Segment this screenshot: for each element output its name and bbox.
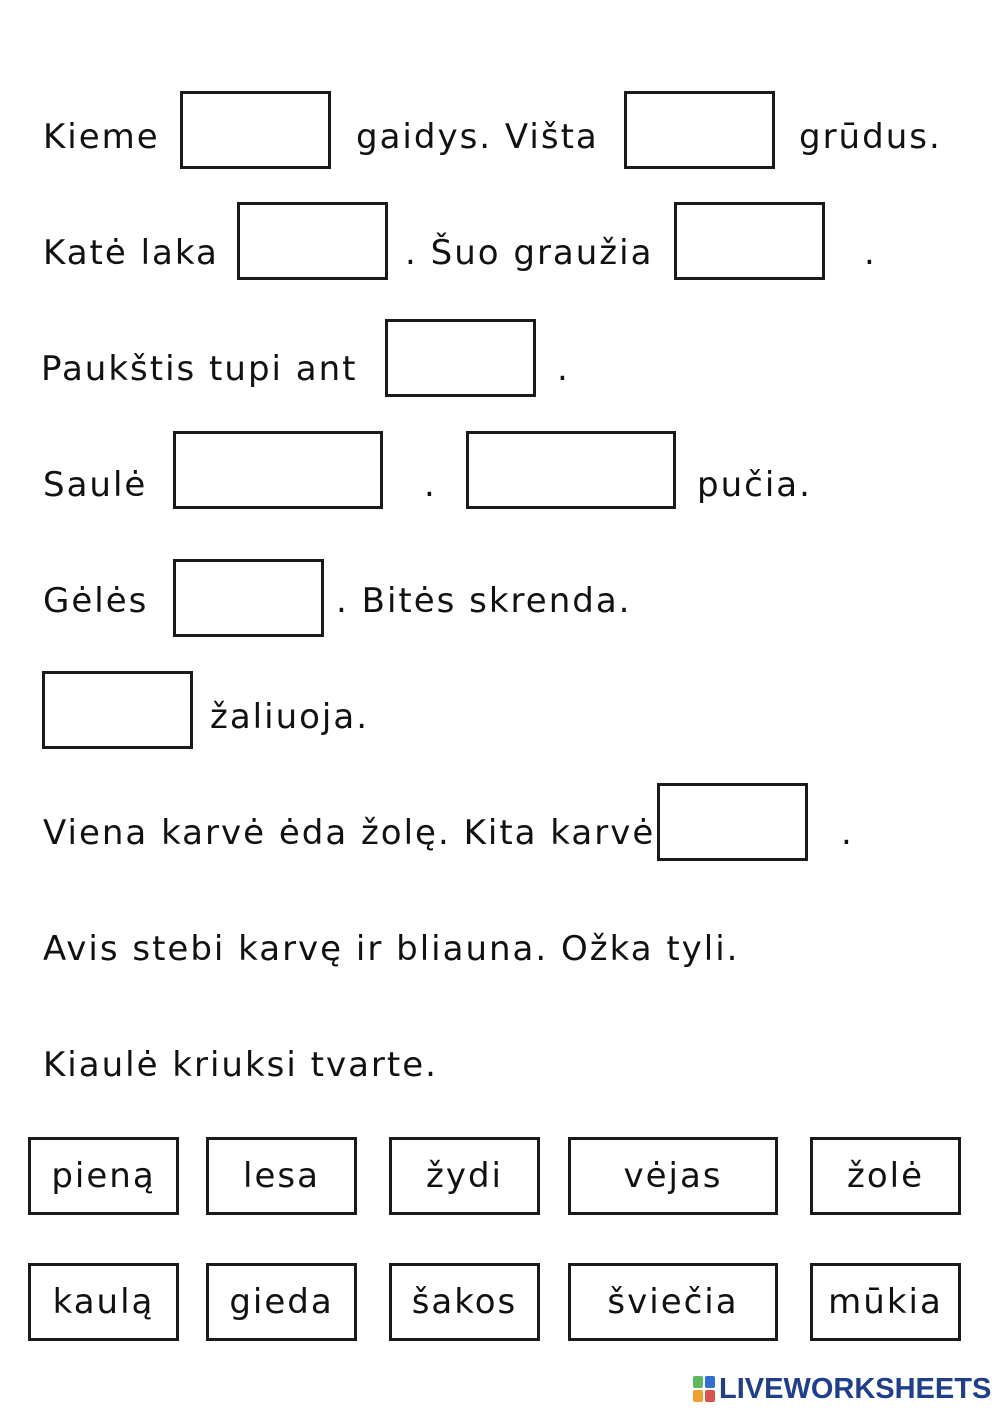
sentence-3-part-2: . <box>557 349 570 389</box>
word-card[interactable]: žydi <box>389 1137 540 1215</box>
sentence-9: Kiaulė kriuksi tvarte. <box>43 1045 438 1085</box>
sentence-1-part-3: grūdus. <box>799 117 942 157</box>
sentence-4-part-1: Saulė <box>43 465 148 505</box>
sentence-4-part-3: pučia. <box>697 465 812 505</box>
answer-slot-3[interactable] <box>237 202 388 280</box>
word-card[interactable]: pieną <box>28 1137 179 1215</box>
answer-slot-5[interactable] <box>385 319 536 397</box>
word-card[interactable]: mūkia <box>810 1263 961 1341</box>
sentence-2-part-2: . Šuo graužia <box>405 233 654 273</box>
word-card[interactable]: žolė <box>810 1137 961 1215</box>
word-card[interactable]: lesa <box>206 1137 357 1215</box>
liveworksheets-logo <box>693 1374 991 1404</box>
sentence-2-part-3: . <box>864 233 877 273</box>
answer-slot-10[interactable] <box>657 783 808 861</box>
answer-slot-7[interactable] <box>466 431 676 509</box>
answer-slot-2[interactable] <box>624 91 775 169</box>
answer-slot-8[interactable] <box>173 559 324 637</box>
sentence-4-part-2: . <box>424 465 437 505</box>
sentence-1-part-2: gaidys. Višta <box>356 117 599 157</box>
sentence-3-part-1: Paukštis tupi ant <box>41 349 358 389</box>
word-card[interactable]: vėjas <box>568 1137 778 1215</box>
answer-slot-1[interactable] <box>180 91 331 169</box>
answer-slot-4[interactable] <box>674 202 825 280</box>
word-card[interactable]: gieda <box>206 1263 357 1341</box>
sentence-1-part-1: Kieme <box>43 117 160 157</box>
sentence-6-part-1: žaliuoja. <box>210 697 370 737</box>
sentence-5-part-1: Gėlės <box>43 581 149 621</box>
sentence-2-part-1: Katė laka <box>43 233 219 273</box>
sentence-5-part-2: . Bitės skrenda. <box>336 581 632 621</box>
answer-slot-6[interactable] <box>173 431 383 509</box>
word-card[interactable]: šviečia <box>568 1263 778 1341</box>
answer-slot-9[interactable] <box>42 671 193 749</box>
word-card[interactable]: šakos <box>389 1263 540 1341</box>
liveworksheets-logo-icon <box>693 1376 715 1402</box>
sentence-7-part-2: . <box>841 813 854 853</box>
word-card[interactable]: kaulą <box>28 1263 179 1341</box>
logo-text: LIVEWORKSHEETS <box>719 1373 992 1405</box>
sentence-8: Avis stebi karvę ir bliauna. Ožka tyli. <box>43 929 740 969</box>
sentence-7-part-1: Viena karvė ėda žolę. Kita karvė <box>43 813 656 853</box>
